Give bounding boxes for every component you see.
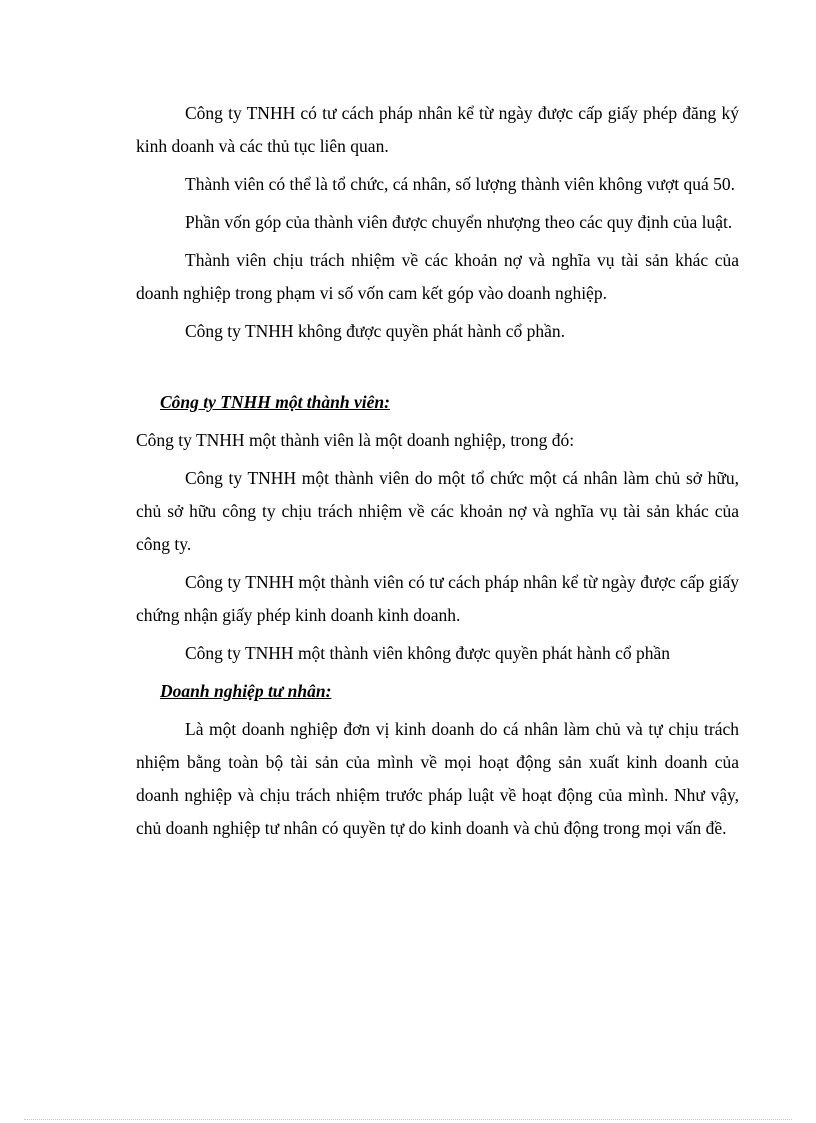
paragraph-legal-status: Công ty TNHH có tư cách pháp nhân kể từ ngày được cấp giấy phép đăng ký kinh doanh và các thủ tục liên quan. — [136, 103, 739, 156]
paragraph-one-member-intro: Công ty TNHH một thành viên là một doanh nghiệp, trong đó: — [136, 430, 575, 450]
heading-one-member-llc: Công ty TNHH một thành viên: — [160, 392, 390, 412]
paragraph-private-enterprise: Là một doanh nghiệp đơn vị kinh doanh do cá nhân làm chủ và tự chịu trách nhiệm bằng toàn bộ tài sản của mình về mọi hoạt động sản xuất kinh doanh của doanh nghiệp và chịu trách nhiệm trước pháp luật về hoạt động của mình. Như vậy, chủ doanh nghiệp tư nhân có quyền tự do kinh doanh và chủ động trong mọi vấn đề. — [136, 719, 739, 838]
paragraph-one-member-legal-status: Công ty TNHH một thành viên có tư cách pháp nhân kể từ ngày được cấp giấy chứng nhận giấy phép kinh doanh kinh doanh. — [136, 572, 739, 625]
section-spacer — [136, 353, 739, 386]
document-body — [136, 97, 739, 850]
page-bottom-divider — [24, 1119, 792, 1120]
heading-private-enterprise: Doanh nghiệp tư nhân: — [160, 681, 332, 701]
paragraph-one-member-ownership: Công ty TNHH một thành viên do một tổ chức một cá nhân làm chủ sở hữu, chủ sở hữu công ty chịu trách nhiệm về các khoản nợ và nghĩa vụ tài sản khác của công ty. — [136, 468, 739, 554]
paragraph-member-count: Thành viên có thể là tổ chức, cá nhân, số lượng thành viên không vượt quá 50. — [185, 174, 735, 194]
paragraph-member-liability: Thành viên chịu trách nhiệm về các khoản nợ và nghĩa vụ tài sản khác của doanh nghiệp trong phạm vi số vốn cam kết góp vào doanh nghiệp. — [136, 250, 739, 303]
paragraph-capital-transfer: Phần vốn góp của thành viên được chuyển nhượng theo các quy định của luật. — [185, 212, 733, 232]
paragraph-one-member-no-shares: Công ty TNHH một thành viên không được quyền phát hành cổ phần — [185, 643, 671, 663]
paragraph-no-shares: Công ty TNHH không được quyền phát hành cổ phần. — [185, 321, 566, 341]
